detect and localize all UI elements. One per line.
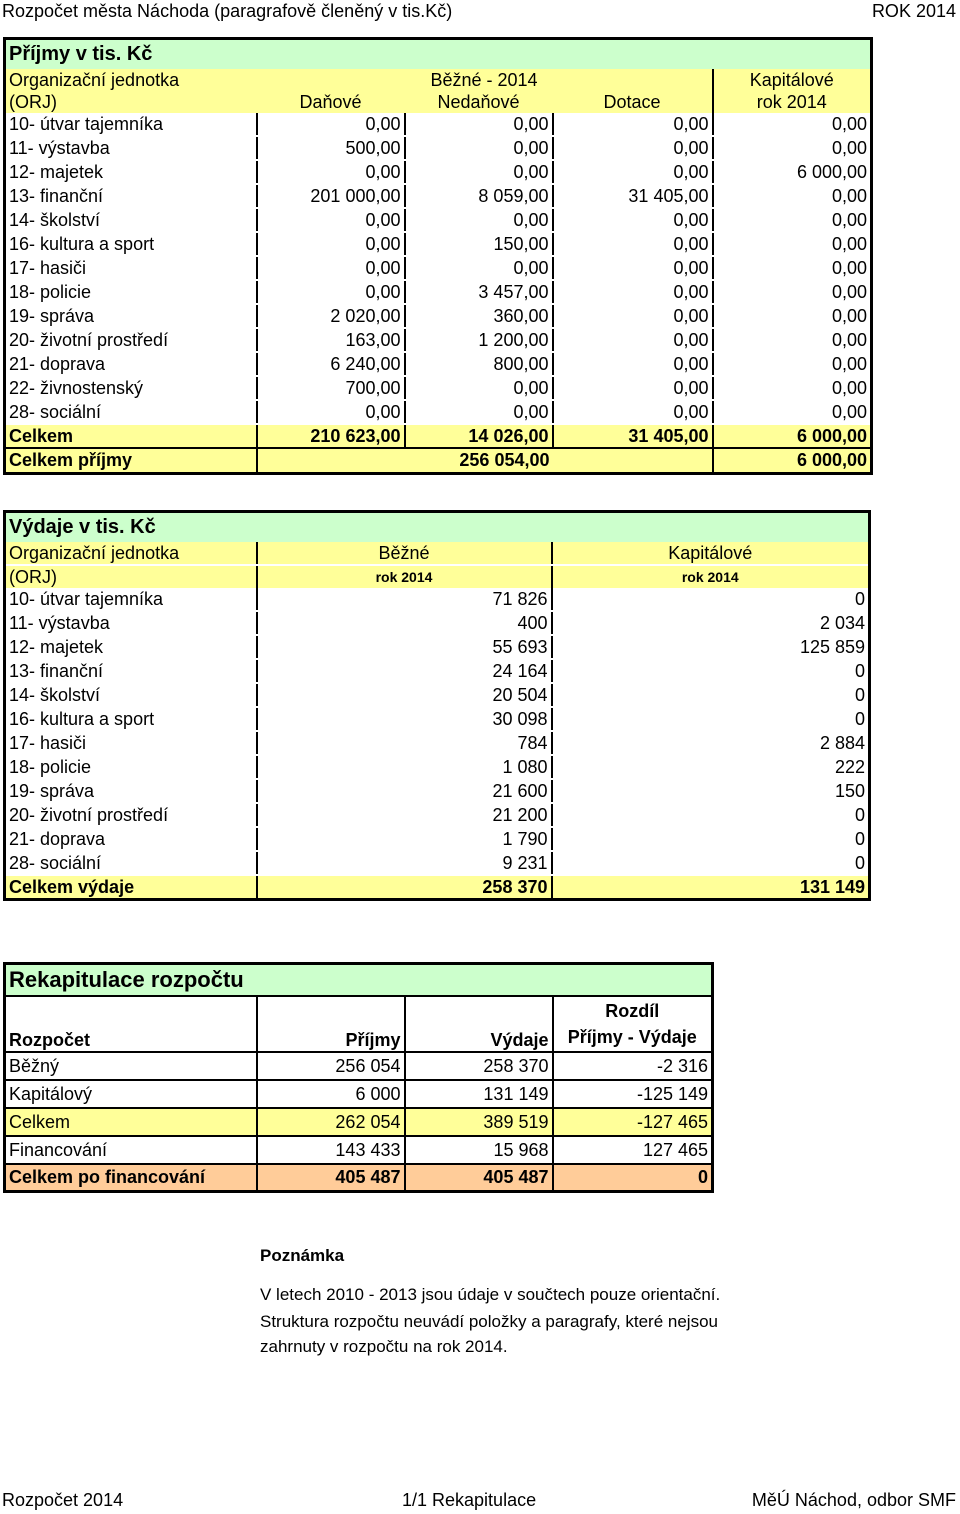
- income-total-subsidy: 31 405,00: [553, 424, 713, 448]
- expense-row-name: 13- finanční: [5, 659, 257, 683]
- income-grand-label: Celkem příjmy: [9, 450, 133, 471]
- table-row: [5, 731, 870, 755]
- expense-row-current: 21 600: [257, 779, 552, 803]
- expense-row-capital: 0: [552, 659, 870, 683]
- recap-col-diff-line2: Příjmy - Výdaje: [567, 1026, 697, 1047]
- expense-row-current: 24 164: [257, 659, 552, 683]
- income-row-name: 10- útvar tajemníka: [5, 113, 257, 136]
- income-row-subsidy: 0,00: [553, 136, 713, 160]
- expense-row-capital: 0: [552, 851, 870, 875]
- income-row-subsidy: 0,00: [553, 328, 713, 352]
- income-row-nontax: 0,00: [405, 208, 553, 232]
- table-row: [5, 376, 872, 400]
- income-row-capital: 6 000,00: [713, 160, 872, 184]
- expense-row-capital: 2 884: [552, 731, 870, 755]
- table-row: [5, 611, 870, 635]
- income-row-capital: 0,00: [713, 113, 872, 136]
- recap-row-diff: 127 465: [553, 1136, 713, 1164]
- income-row-tax: 0,00: [257, 256, 405, 280]
- expense-row-name: 21- doprava: [5, 827, 257, 851]
- expense-col-year-current: rok 2014: [257, 565, 552, 588]
- expense-row-name: 18- policie: [5, 755, 257, 779]
- income-col-tax: Daňové: [299, 91, 362, 112]
- income-row-capital: 0,00: [713, 400, 872, 424]
- income-col-subsidy: Dotace: [603, 91, 661, 112]
- expense-row-name: 28- sociální: [5, 851, 257, 875]
- table-row: [5, 755, 870, 779]
- recap-row-income: 256 054: [257, 1052, 405, 1080]
- income-col-nontax: Nedaňové: [437, 91, 520, 112]
- expense-total-current: 258 370: [257, 875, 552, 900]
- recap-row-name: Kapitálový: [9, 1083, 93, 1104]
- expense-row-capital: 0: [552, 827, 870, 851]
- recap-col-diff-line1: Rozdíl: [605, 1000, 660, 1021]
- income-row-nontax: 0,00: [405, 113, 553, 136]
- recap-title: Rekapitulace rozpočtu: [9, 966, 244, 992]
- recap-col-expense: Výdaje: [405, 996, 553, 1052]
- expense-row-current: 1 080: [257, 755, 552, 779]
- table-row: [5, 280, 872, 304]
- expense-table: [3, 510, 871, 901]
- note-line-2: Struktura rozpočtu neuvádí položky a paragrafy, které nejsou: [260, 1312, 718, 1331]
- income-row-nontax: 0,00: [405, 376, 553, 400]
- recap-row-income: 6 000: [257, 1080, 405, 1108]
- table-row: [5, 256, 872, 280]
- recap-row-name: Celkem: [9, 1111, 71, 1132]
- income-row-subsidy: 0,00: [553, 256, 713, 280]
- table-row: [5, 304, 872, 328]
- document-year: ROK 2014: [871, 1, 956, 21]
- table-row: [5, 184, 872, 208]
- expense-col-year-capital: rok 2014: [552, 565, 870, 588]
- income-row-capital: 0,00: [713, 184, 872, 208]
- recap-row-diff: -127 465: [553, 1108, 713, 1136]
- recap-col-diff: [553, 996, 713, 1052]
- table-row: [5, 232, 872, 256]
- income-row-subsidy: 0,00: [553, 208, 713, 232]
- expense-title: Výdaje v tis. Kč: [9, 516, 156, 539]
- income-row-tax: 0,00: [257, 280, 405, 304]
- table-row: [5, 352, 872, 376]
- expense-row-name: 12- majetek: [5, 635, 257, 659]
- recap-row-income: 262 054: [257, 1108, 405, 1136]
- recap-row-diff: 0: [553, 1164, 713, 1192]
- income-row-subsidy: 0,00: [553, 304, 713, 328]
- income-col-org: Organizační jednotka: [9, 69, 180, 90]
- expense-col-capital: Kapitálové: [552, 542, 870, 565]
- income-row-nontax: 0,00: [405, 256, 553, 280]
- table-row: [5, 1136, 713, 1164]
- income-row-name: 11- výstavba: [5, 136, 257, 160]
- expense-row-current: 1 790: [257, 827, 552, 851]
- income-col-orj: (ORJ): [9, 91, 57, 112]
- income-row-tax: 0,00: [257, 232, 405, 256]
- income-row-subsidy: 0,00: [553, 400, 713, 424]
- income-row-name: 12- majetek: [5, 160, 257, 184]
- expense-row-current: 30 098: [257, 707, 552, 731]
- recap-row-expense: 15 968: [405, 1136, 553, 1164]
- table-row: [5, 1108, 713, 1136]
- expense-row-capital: 125 859: [552, 635, 870, 659]
- recap-row-name: Financování: [9, 1139, 108, 1160]
- table-row: [5, 803, 870, 827]
- note-line-1: V letech 2010 - 2013 jsou údaje v součtech pouze orientační.: [260, 1285, 721, 1304]
- expense-row-current: 20 504: [257, 683, 552, 707]
- expense-row-name: 10- útvar tajemníka: [5, 588, 257, 611]
- expense-row-capital: 0: [552, 683, 870, 707]
- recap-col-budget: Rozpočet: [9, 1029, 90, 1050]
- income-grand-capital: 6 000,00: [713, 448, 872, 474]
- table-row: [5, 160, 872, 184]
- income-row-tax: 0,00: [257, 160, 405, 184]
- income-row-name: 22- živnostenský: [5, 376, 257, 400]
- income-total-label: Celkem: [9, 425, 74, 446]
- expense-col-current: Běžné: [257, 542, 552, 565]
- income-row-tax: 2 020,00: [257, 304, 405, 328]
- expense-row-current: 71 826: [257, 588, 552, 611]
- table-row: [5, 1052, 713, 1080]
- income-row-nontax: 0,00: [405, 160, 553, 184]
- income-row-capital: 0,00: [713, 232, 872, 256]
- income-row-name: 28- sociální: [5, 400, 257, 424]
- income-row-tax: 201 000,00: [257, 184, 405, 208]
- table-row: [5, 827, 870, 851]
- income-row-name: 18- policie: [5, 280, 257, 304]
- recap-row-expense: 389 519: [405, 1108, 553, 1136]
- note-line-3: zahrnuty v rozpočtu na rok 2014.: [260, 1337, 508, 1356]
- table-row: [5, 659, 870, 683]
- income-total-tax: 210 623,00: [257, 424, 405, 448]
- income-row-capital: 0,00: [713, 328, 872, 352]
- income-row-tax: 0,00: [257, 208, 405, 232]
- income-row-name: 13- finanční: [5, 184, 257, 208]
- table-row: [5, 328, 872, 352]
- income-row-capital: 0,00: [713, 352, 872, 376]
- recap-row-expense: 405 487: [405, 1164, 553, 1192]
- expense-row-current: 784: [257, 731, 552, 755]
- income-row-name: 17- hasiči: [5, 256, 257, 280]
- income-total-nontax: 14 026,00: [405, 424, 553, 448]
- expense-total-label: Celkem výdaje: [9, 876, 135, 897]
- document-title: Rozpočet města Náchoda (paragrafově členěný v tis.Kč): [2, 1, 453, 21]
- recap-row-income: 405 487: [257, 1164, 405, 1192]
- income-row-subsidy: 0,00: [553, 113, 713, 136]
- recap-row-expense: 131 149: [405, 1080, 553, 1108]
- table-row: [5, 683, 870, 707]
- expense-row-name: 16- kultura a sport: [5, 707, 257, 731]
- income-row-capital: 0,00: [713, 304, 872, 328]
- table-row: [5, 208, 872, 232]
- income-row-nontax: 8 059,00: [405, 184, 553, 208]
- income-row-subsidy: 31 405,00: [553, 184, 713, 208]
- income-row-subsidy: 0,00: [553, 376, 713, 400]
- expense-row-capital: 0: [552, 707, 870, 731]
- table-row: [5, 400, 872, 424]
- income-row-nontax: 0,00: [405, 136, 553, 160]
- income-row-tax: 0,00: [257, 113, 405, 136]
- footer-left: Rozpočet 2014: [2, 1490, 124, 1510]
- recap-table: [3, 962, 714, 1193]
- income-row-name: 20- životní prostředí: [5, 328, 257, 352]
- expense-row-capital: 2 034: [552, 611, 870, 635]
- income-row-nontax: 0,00: [405, 400, 553, 424]
- table-row: [5, 588, 870, 611]
- footer-center: 1/1 Rekapitulace: [402, 1490, 537, 1510]
- table-row: [5, 779, 870, 803]
- income-row-tax: 500,00: [257, 136, 405, 160]
- expense-row-name: 19- správa: [5, 779, 257, 803]
- income-title: Příjmy v tis. Kč: [9, 43, 153, 66]
- income-row-tax: 6 240,00: [257, 352, 405, 376]
- expense-row-capital: 0: [552, 803, 870, 827]
- table-row: [5, 1164, 713, 1192]
- income-row-nontax: 3 457,00: [405, 280, 553, 304]
- income-row-subsidy: 0,00: [553, 352, 713, 376]
- income-row-subsidy: 0,00: [553, 232, 713, 256]
- expense-row-name: 14- školství: [5, 683, 257, 707]
- recap-row-name: Běžný: [9, 1055, 60, 1076]
- income-row-nontax: 800,00: [405, 352, 553, 376]
- expense-row-current: 55 693: [257, 635, 552, 659]
- expense-row-current: 9 231: [257, 851, 552, 875]
- income-row-capital: 0,00: [713, 280, 872, 304]
- expense-col-orj: (ORJ): [9, 566, 57, 587]
- income-row-name: 21- doprava: [5, 352, 257, 376]
- income-row-name: 14- školství: [5, 208, 257, 232]
- income-row-tax: 0,00: [257, 400, 405, 424]
- income-row-capital: 0,00: [713, 256, 872, 280]
- income-row-capital: 0,00: [713, 208, 872, 232]
- recap-row-diff: -125 149: [553, 1080, 713, 1108]
- income-row-tax: 700,00: [257, 376, 405, 400]
- income-row-subsidy: 0,00: [553, 280, 713, 304]
- footer-right: MěÚ Náchod, odbor SMF: [751, 1490, 956, 1510]
- recap-row-expense: 258 370: [405, 1052, 553, 1080]
- income-total-capital: 6 000,00: [713, 424, 872, 448]
- income-table: [3, 37, 873, 475]
- table-row: [5, 1080, 713, 1108]
- income-row-subsidy: 0,00: [553, 160, 713, 184]
- table-row: [5, 851, 870, 875]
- income-row-nontax: 150,00: [405, 232, 553, 256]
- expense-row-name: 11- výstavba: [5, 611, 257, 635]
- note-heading: Poznámka: [260, 1246, 345, 1265]
- expense-row-capital: 0: [552, 588, 870, 611]
- table-row: [5, 635, 870, 659]
- expense-row-name: 17- hasiči: [5, 731, 257, 755]
- expense-row-current: 400: [257, 611, 552, 635]
- income-row-capital: 0,00: [713, 376, 872, 400]
- income-col-current: Běžné - 2014: [430, 69, 538, 90]
- income-row-nontax: 360,00: [405, 304, 553, 328]
- expense-row-capital: 222: [552, 755, 870, 779]
- recap-row-name: Celkem po financování: [9, 1167, 206, 1188]
- income-row-name: 19- správa: [5, 304, 257, 328]
- income-row-nontax: 1 200,00: [405, 328, 553, 352]
- recap-row-income: 143 433: [257, 1136, 405, 1164]
- expense-row-current: 21 200: [257, 803, 552, 827]
- recap-col-income: Příjmy: [257, 996, 405, 1052]
- expense-col-org: Organizační jednotka: [5, 542, 257, 565]
- income-row-capital: 0,00: [713, 136, 872, 160]
- expense-row-capital: 150: [552, 779, 870, 803]
- recap-row-diff: -2 316: [553, 1052, 713, 1080]
- expense-total-capital: 131 149: [552, 875, 870, 900]
- income-row-tax: 163,00: [257, 328, 405, 352]
- income-col-capital: Kapitálové: [713, 69, 872, 91]
- table-row: [5, 707, 870, 731]
- income-row-name: 16- kultura a sport: [5, 232, 257, 256]
- table-row: [5, 113, 872, 136]
- expense-row-name: 20- životní prostředí: [5, 803, 257, 827]
- income-grand-current: 256 054,00: [257, 448, 553, 474]
- income-col-year: rok 2014: [713, 91, 872, 113]
- table-row: [5, 136, 872, 160]
